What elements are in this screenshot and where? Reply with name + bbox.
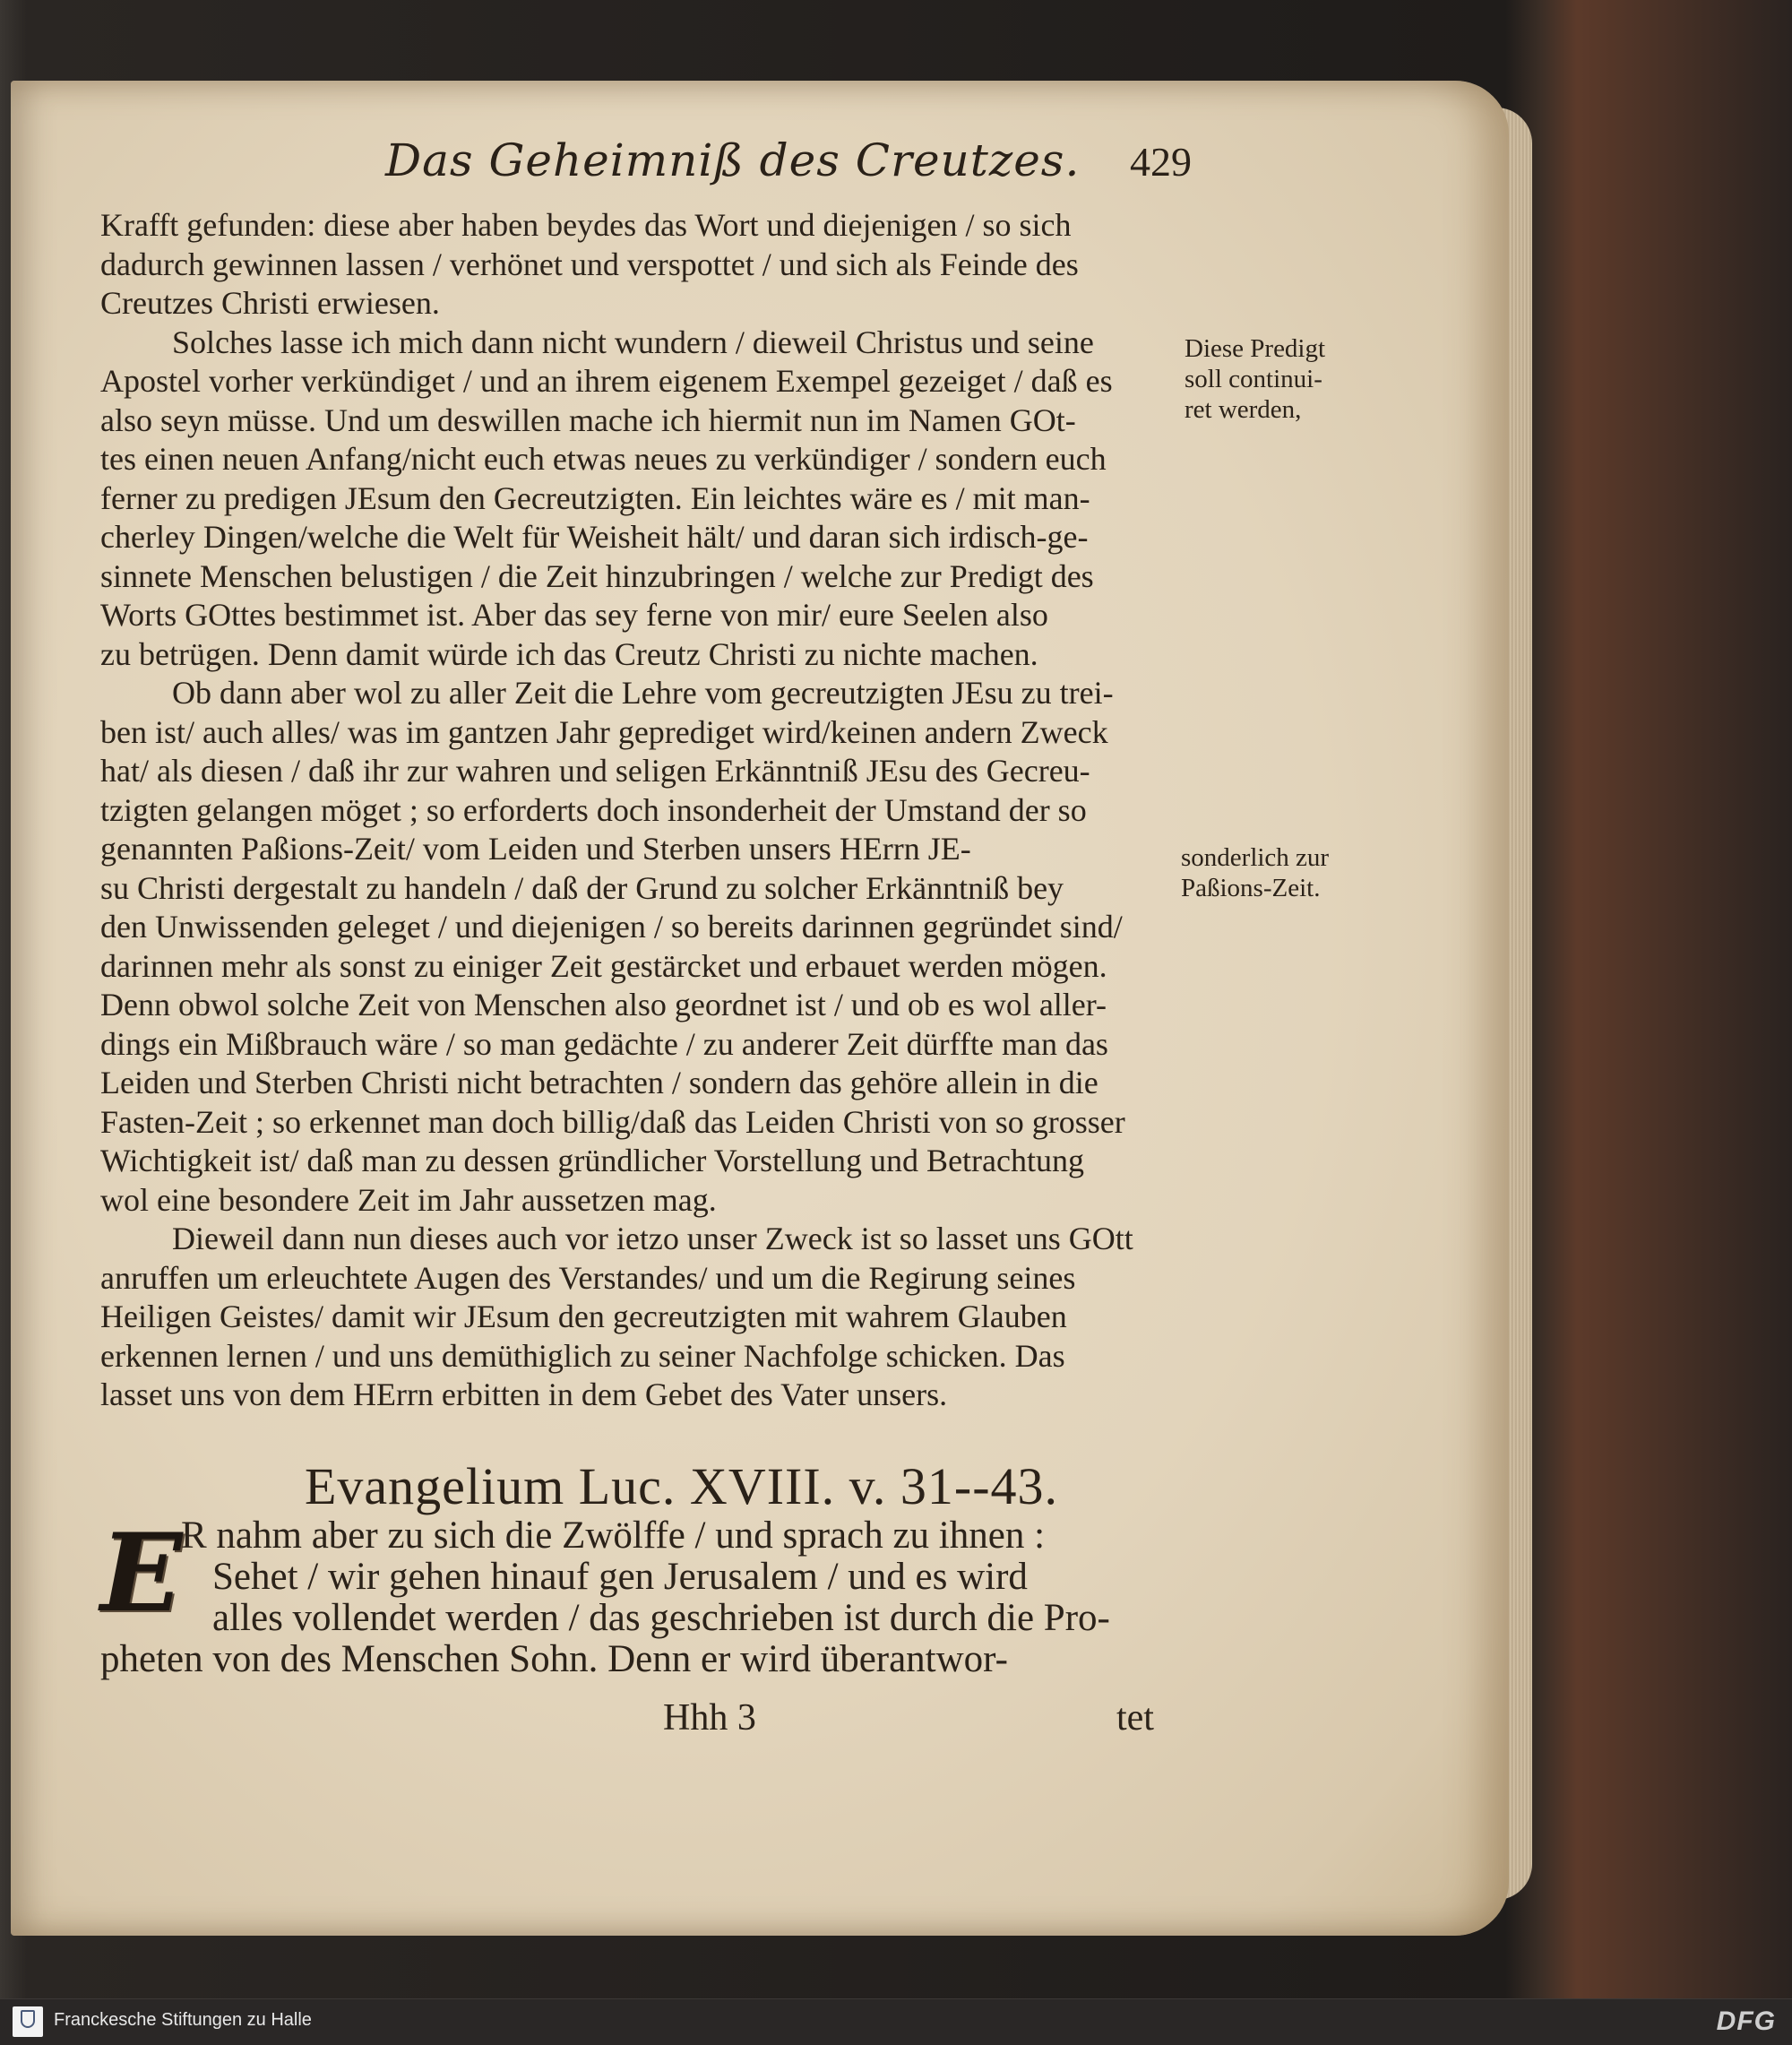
margin-note-line: Diese Predigt	[1185, 334, 1326, 363]
text-line: Fasten-Zeit ; so erkennet man doch billig/daß das Leiden Christi von so grosser	[100, 1103, 1125, 1140]
sermon-text	[100, 206, 1180, 1415]
text-line: Heiligen Geistes/ damit wir JEsum den gecreutzigten mit wahrem Glauben	[100, 1299, 1067, 1334]
text-line: erkennen lernen / und uns demüthiglich zu seiner Nachfolge schicken. Das	[100, 1337, 1065, 1374]
text-line: Solches lasse ich mich dann nicht wundern / dieweil Christus und seine	[172, 324, 1094, 360]
text-line: zu betrügen. Denn damit würde ich das Creutz Christi zu nichte machen.	[100, 635, 1038, 672]
text-line: also seyn müsse. Und um deswillen mache ich hiermit nun im Namen GOt-	[100, 401, 1076, 438]
text-line: hat/ als diesen / daß ihr zur wahren und seligen Erkänntniß JEsu des Gecreu-	[100, 753, 1090, 789]
text-line: ben ist/ auch alles/ was im gantzen Jahr geprediget wird/keinen andern Zweck	[100, 713, 1108, 750]
gospel-line: R nahm aber zu sich die Zwölffe / und sprach zu ihnen :	[181, 1514, 1046, 1557]
text-line: darinnen mehr als sonst zu einiger Zeit gestärcket und erbauet werden mögen.	[100, 947, 1107, 984]
text-line: Worts GOttes bestimmet ist. Aber das sey ferne von mir/ eure Seelen also	[100, 597, 1048, 633]
text-line: sinnete Menschen belustigen / die Zeit hinzubringen / welche zur Predigt des	[100, 557, 1094, 594]
running-title: Das Geheimniß des Creutzes.	[385, 134, 1081, 186]
text-line: den Unwissenden geleget / und diejenigen / so bereits darinnen gegründet sind/	[100, 909, 1123, 945]
gospel-heading: Evangelium Luc. XVIII. v. 31--43.	[305, 1457, 1059, 1515]
drop-cap-initial: E	[100, 1510, 183, 1636]
text-line: tes einen neuen Anfang/nicht euch etwas neues zu verkündiger / sondern euch	[100, 441, 1107, 477]
text-line: dadurch gewinnen lassen / verhönet und verspottet / und sich als Feinde des	[100, 246, 1079, 282]
text-line: ferner zu predigen JEsum den Gecreutzigten. Ein leichtes wäre es / mit man-	[100, 479, 1090, 516]
text-line: tzigten gelangen möget ; so erforderts doch insonderheit der Umstand der so	[100, 791, 1087, 828]
margin-note-predigt	[1185, 333, 1325, 425]
page-number: 429	[1130, 139, 1192, 185]
text-line: Denn obwol solche Zeit von Menschen also geordnet ist / und ob es wol aller-	[100, 987, 1107, 1022]
gospel-line: alles vollendet werden / das geschrieben ist durch die Pro-	[212, 1597, 1110, 1639]
text-line: Apostel vorher verkündiget / und an ihrem eigenem Exempel gezeiget / daß es	[100, 363, 1113, 399]
margin-note-line: ret werden,	[1185, 395, 1302, 424]
gospel-line: pheten von des Menschen Sohn. Denn er wird überantwor-	[100, 1638, 1008, 1680]
viewer-footer	[0, 1998, 1792, 2045]
text-line: Creutzes Christi erwiesen.	[100, 285, 440, 321]
signature-mark: Hhh 3	[663, 1697, 756, 1739]
institution-name: Franckesche Stiftungen zu Halle	[54, 2010, 312, 2030]
margin-note-line: sonderlich zur	[1181, 843, 1330, 872]
text-line: Dieweil dann nun dieses auch vor ietzo unser Zweck ist so lasset uns GOtt	[172, 1221, 1133, 1256]
page-header	[385, 134, 1192, 197]
margin-note-line: Paßions-Zeit.	[1181, 874, 1321, 902]
text-line: lasset uns von dem HErrn erbitten in dem Gebet des Vater unsers.	[100, 1376, 948, 1412]
dfg-logo: DFG	[1716, 2006, 1776, 2036]
text-line: genannten Paßions-Zeit/ vom Leiden und Sterben unsers HErrn JE-	[100, 831, 971, 867]
gospel-line: Sehet / wir gehen hinauf gen Jerusalem / und es wird	[212, 1556, 1028, 1598]
institution-logo-icon	[13, 2006, 43, 2037]
text-line: cherley Dingen/welche die Welt für Weisheit hält/ und daran sich irdisch-ge-	[100, 519, 1089, 555]
text-line: Wichtigkeit ist/ daß man zu dessen gründlicher Vorstellung und Betrachtung	[100, 1143, 1084, 1178]
text-line: Leiden und Sterben Christi nicht betrachten / sondern das gehöre allein in die	[100, 1065, 1098, 1100]
text-line: dings ein Mißbrauch wäre / so man gedächte / zu anderer Zeit dürffte man das	[100, 1025, 1108, 1062]
text-line: Krafft gefunden: diese aber haben beydes das Wort und diejenigen / so sich	[100, 207, 1072, 243]
margin-note-line: soll continui-	[1185, 365, 1322, 393]
text-line: anruffen um erleuchtete Augen des Verstandes/ und um die Regirung seines	[100, 1259, 1076, 1296]
margin-note-passion	[1181, 842, 1329, 903]
text-line: wol eine besondere Zeit im Jahr aussetzen mag.	[100, 1181, 717, 1218]
catchword: tet	[1116, 1697, 1154, 1739]
text-line: Ob dann aber wol zu aller Zeit die Lehre vom gecreutzigten JEsu zu trei-	[172, 675, 1114, 711]
text-line: su Christi dergestalt zu handeln / daß der Grund zu solcher Erkänntniß bey	[100, 869, 1064, 906]
